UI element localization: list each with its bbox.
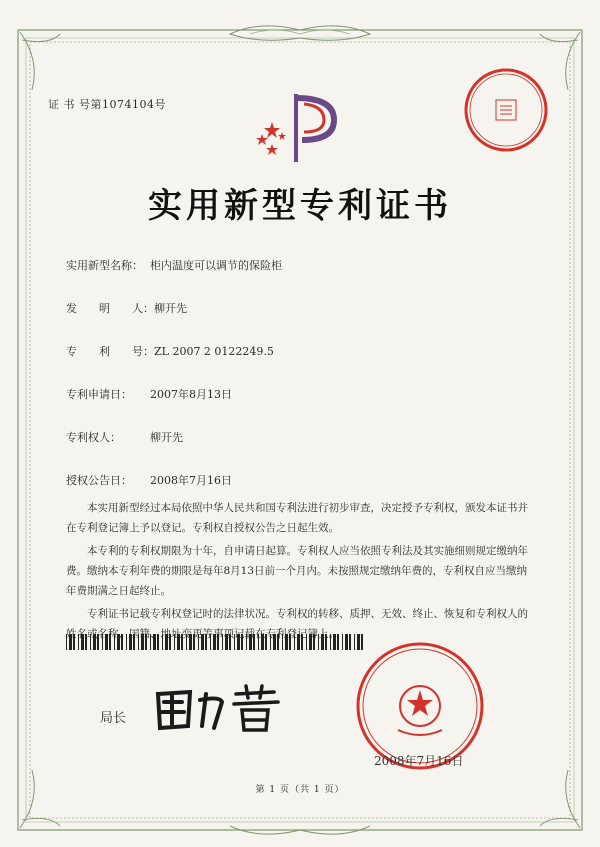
barcode-bar xyxy=(309,634,312,650)
barcode-bar xyxy=(205,634,207,650)
field-value: 柳开先 xyxy=(154,302,187,315)
barcode-bar xyxy=(253,634,255,650)
barcode-bar xyxy=(325,634,327,650)
barcode-bar xyxy=(229,634,231,650)
barcode xyxy=(66,634,366,650)
barcode-bar xyxy=(265,634,267,650)
barcode-bar xyxy=(169,634,171,650)
barcode-bar xyxy=(277,634,279,650)
field-patent-number xyxy=(66,343,274,359)
field-grant-date xyxy=(66,472,232,488)
barcode-bar xyxy=(85,634,87,650)
barcode-bar xyxy=(342,634,343,650)
barcode-bar xyxy=(241,634,243,650)
barcode-bar xyxy=(217,634,219,650)
barcode-bar xyxy=(249,634,252,650)
barcode-bar xyxy=(90,634,91,650)
barcode-bar xyxy=(225,634,228,650)
field-label: 实用新型名称： xyxy=(66,259,143,272)
field-inventor xyxy=(66,300,187,316)
barcode-bar xyxy=(297,634,300,650)
barcode-bar xyxy=(306,634,307,650)
barcode-bar xyxy=(141,634,144,650)
barcode-bar xyxy=(162,634,163,650)
barcode-bar xyxy=(138,634,139,650)
certificate-number: 证 书 号第1074104号 xyxy=(48,98,166,111)
barcode-bar xyxy=(349,634,351,650)
barcode-bar xyxy=(273,634,276,650)
barcode-bar xyxy=(294,634,295,650)
certificate-title: 实用新型专利证书 xyxy=(148,186,452,226)
barcode-bar xyxy=(222,634,223,650)
barcode-bar xyxy=(261,634,264,650)
barcode-bar xyxy=(102,634,103,650)
barcode-bar xyxy=(105,634,108,650)
barcode-bar xyxy=(285,634,288,650)
barcode-bar xyxy=(129,634,132,650)
barcode-bar xyxy=(186,634,187,650)
barcode-bar xyxy=(237,634,240,650)
barcode-bar xyxy=(145,634,147,650)
barcode-bar xyxy=(198,634,199,650)
barcode-bar xyxy=(333,634,336,650)
barcode-bar xyxy=(126,634,127,650)
barcode-bar xyxy=(153,634,156,650)
barcode-bar xyxy=(165,634,168,650)
barcode-bar xyxy=(246,634,247,650)
patent-office-logo xyxy=(252,90,352,166)
barcode-bar xyxy=(345,634,348,650)
field-utility-model-name xyxy=(66,257,282,273)
field-patentee xyxy=(66,429,183,445)
barcode-bar xyxy=(109,634,111,650)
barcode-bar xyxy=(289,634,291,650)
barcode-bar xyxy=(330,634,331,650)
barcode-bar xyxy=(201,634,204,650)
barcode-bar xyxy=(258,634,259,650)
issue-date: 2008年7月16日 xyxy=(374,754,464,768)
field-label: 专 利 号： xyxy=(66,345,154,358)
field-label: 专利权人： xyxy=(66,431,121,444)
barcode-bar xyxy=(117,634,120,650)
barcode-bar xyxy=(93,634,96,650)
field-application-date xyxy=(66,386,232,402)
barcode-bar xyxy=(133,634,135,650)
barcode-bar xyxy=(174,634,175,650)
special-seal-small xyxy=(462,66,550,154)
paragraph-grant: 本实用新型经过本局依照中华人民共和国专利法进行初步审查，决定授予专利权，颁发本证书并在专利登记簿上予以登记。专利权自授权公告之日起生效。 xyxy=(66,502,528,534)
barcode-bar xyxy=(337,634,339,650)
barcode-bar xyxy=(114,634,115,650)
barcode-bar xyxy=(81,634,84,650)
field-label: 授权公告日： xyxy=(66,474,132,487)
barcode-bar xyxy=(270,634,271,650)
barcode-bar xyxy=(193,634,195,650)
barcode-bar xyxy=(181,634,183,650)
signature-label: 局长 xyxy=(100,711,127,726)
barcode-bar xyxy=(121,634,123,650)
page-indicator: 第 1 页（共 1 页） xyxy=(255,785,345,795)
barcode-bar xyxy=(157,634,159,650)
director-signature xyxy=(150,680,290,736)
barcode-bar xyxy=(73,634,75,650)
barcode-bar xyxy=(66,634,67,650)
field-label: 专利申请日： xyxy=(66,388,132,401)
barcode-bar xyxy=(150,634,151,650)
barcode-bar xyxy=(234,634,235,650)
barcode-bar xyxy=(321,634,324,650)
barcode-bar xyxy=(282,634,283,650)
field-value: 2007年8月13日 xyxy=(150,388,232,401)
field-value: ZL 2007 2 0122249.5 xyxy=(154,345,274,358)
field-value: 柜内温度可以调节的保险柜 xyxy=(150,259,282,272)
barcode-bar xyxy=(313,634,315,650)
barcode-bar xyxy=(189,634,192,650)
barcode-bar xyxy=(97,634,99,650)
barcode-bar xyxy=(177,634,180,650)
field-value: 柳开先 xyxy=(150,431,183,444)
barcode-bar xyxy=(301,634,303,650)
paragraph-term: 本专利的专利权期限为十年，自申请日起算。专利权人应当依照专利法及其实施细则规定缴纳年费。缴纳本专利年费的期限是每年8月13日前一个月内。未按照规定缴纳年费的，专利权自应当缴纳年费期满之日起终止。 xyxy=(66,545,528,597)
paragraph-registration: 专利证书记载专利权登记时的法律状况。专利权的转移、质押、无效、终止、恢复和专利权人的姓名或名称、国籍、 址变更等事项记载在专利登记簿上。 xyxy=(66,608,528,640)
barcode-bar xyxy=(69,634,72,650)
barcode-bar xyxy=(213,634,216,650)
field-value: 2008年7月16日 xyxy=(150,474,232,487)
barcode-bar xyxy=(210,634,211,650)
field-label: 发 明 人： xyxy=(66,302,154,315)
barcode-bar xyxy=(318,634,319,650)
barcode-bar xyxy=(78,634,79,650)
